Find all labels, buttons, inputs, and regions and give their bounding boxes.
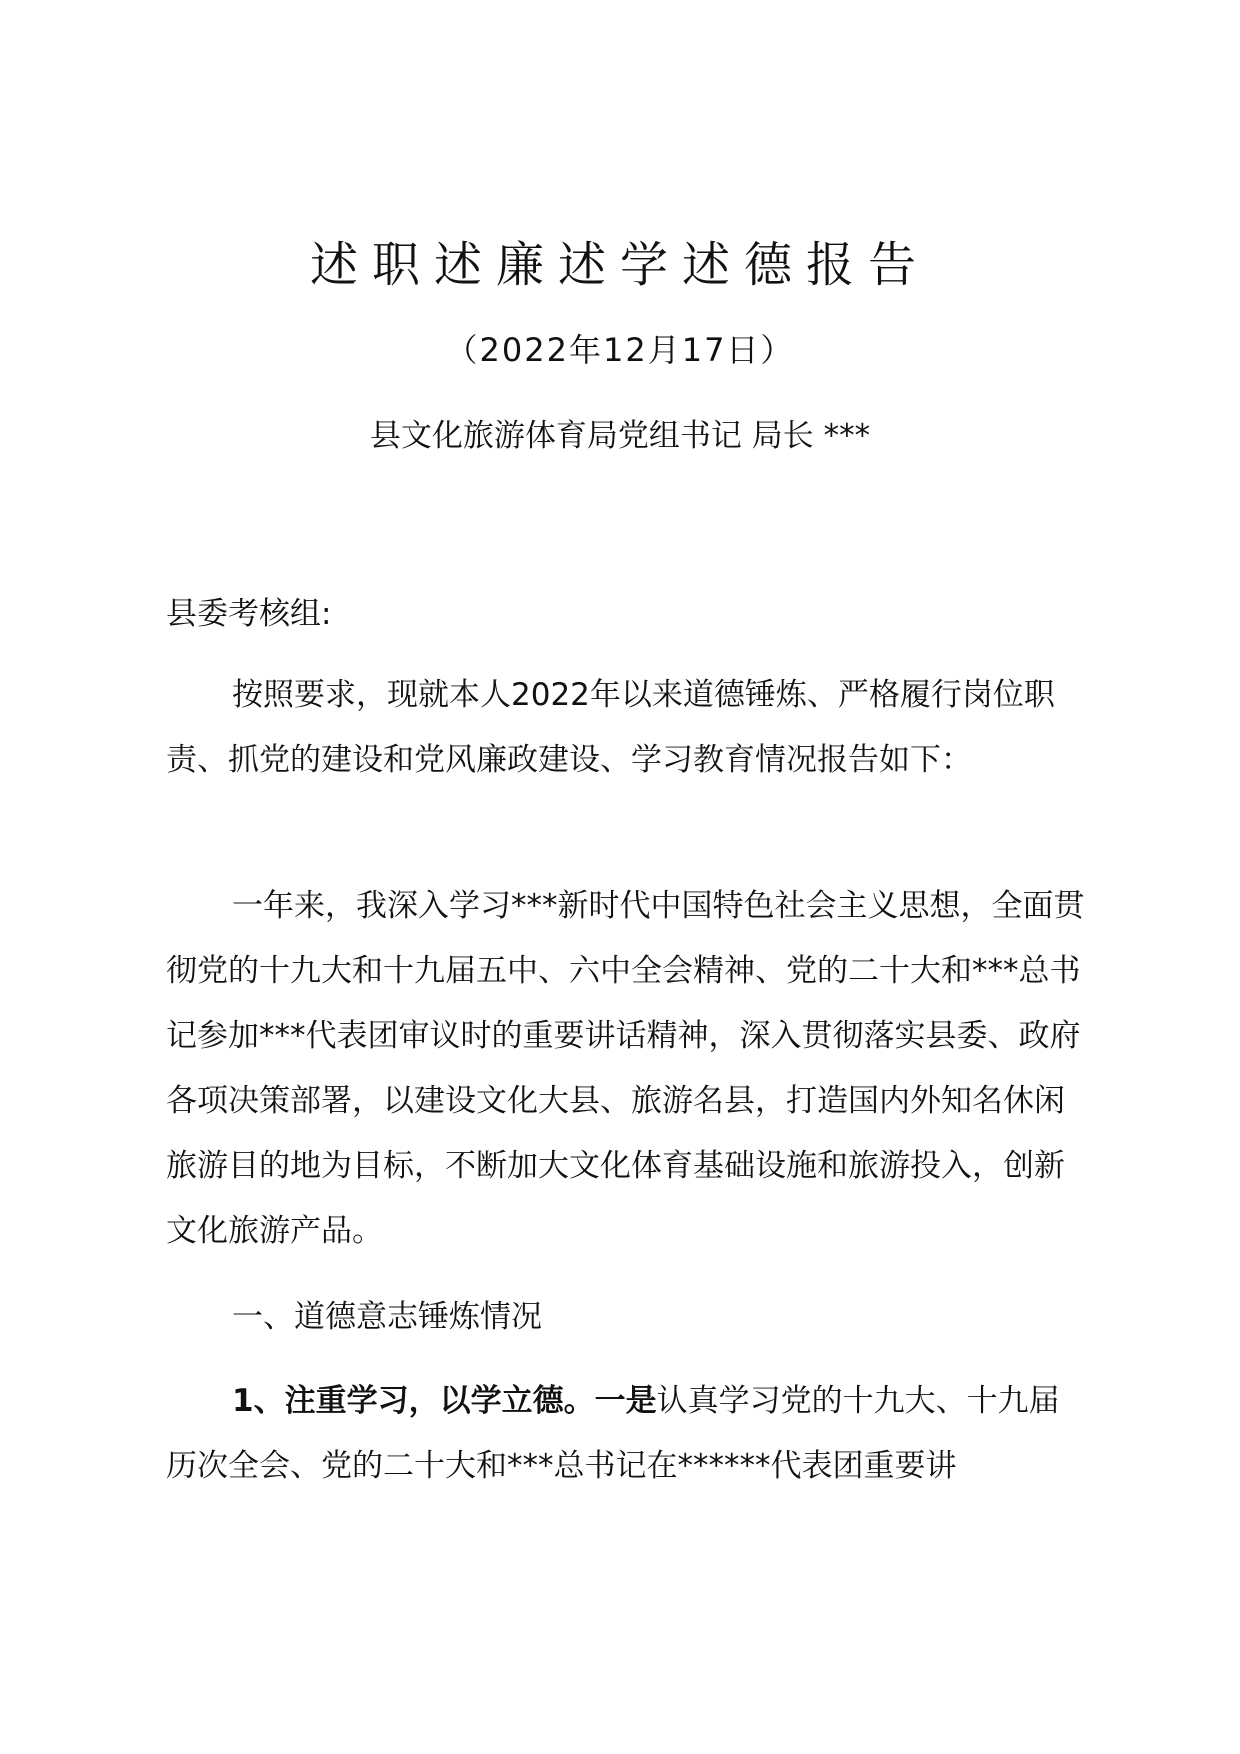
paragraph-overview: 一年来，我深入学习***新时代中国特色社会主义思想，全面贯彻党的十九大和十九届五中、六中全会精神、党的二十大和***总书记参加***代表团审议时的重要讲话精神，深入贯彻落实县委、政府各项决策部署，以建设文化大县、旅游名县，打造国内外知名休闲旅游目的地为目标，不断加大文化体育基础设施和旅游投入，创新文化旅游产品。: [166, 888, 1085, 1249]
document-author: 县文化旅游体育局党组书记 局长 ***: [369, 418, 871, 454]
salutation: 县委考核组:: [166, 596, 332, 632]
item-lead: 1、注重学习，以学立德。: [232, 1383, 595, 1419]
document-date: （2022年12月17日）: [445, 331, 795, 369]
section-heading: 一、道德意志锤炼情况: [232, 1299, 542, 1335]
document-title: 述职述廉述学述德报告: [309, 237, 930, 293]
paragraph-item-1: [166, 1369, 1086, 1499]
paragraph-intro: 按照要求，现就本人2022年以来道德锤炼、严格履行岗位职责、抓党的建设和党风廉政建设、学习教育情况报告如下：: [166, 677, 1055, 778]
item-sublead: 一是: [594, 1383, 657, 1419]
item-text: 认真学习党的十九大、十九届历次全会、党的二十大和***总书记在******代表团重要讲: [166, 1383, 1060, 1484]
